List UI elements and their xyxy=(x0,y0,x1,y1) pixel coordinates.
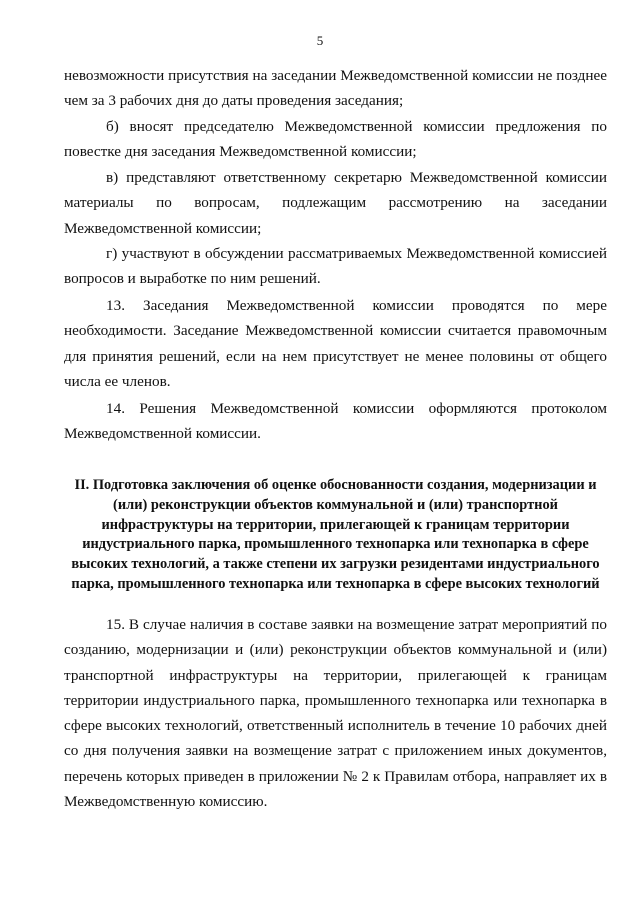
paragraph-14 xyxy=(64,396,607,447)
paragraph-v xyxy=(64,165,607,241)
page-number: 5 xyxy=(316,33,324,48)
paragraph-g xyxy=(64,241,607,292)
paragraph-continuation xyxy=(64,63,607,114)
paragraph-text: в) представляют ответственному секретарю Межведомственной комиссии материалы по вопросам, подлежащим рассмотрению на заседании Межведомственной комиссии; xyxy=(64,169,607,237)
section-heading: II. Подготовка заключения об оценке обоснованности создания, модернизации и (или) реконструкции объектов коммунальной и (или) транспортной инфраструктуры на территории, прилегающей к границам территории индустриального парка, промышленного технопарка или технопарка в сфере высоких технологий, а также степени их загрузки резидентами индустриального парка, промышленного технопарка или технопарка в сфере высоких технологий xyxy=(71,477,600,592)
paragraph-13 xyxy=(64,293,607,394)
paragraph-b xyxy=(64,114,607,165)
paragraph-text: невозможности присутствия на заседании Межведомственной комиссии не позднее чем за 3 рабочих дня до даты проведения заседания; xyxy=(64,67,607,110)
paragraph-text: 15. В случае наличия в составе заявки на возмещение затрат мероприятий по созданию, модернизации и (или) реконструкции объектов коммунальной и (или) транспортной инфраструктуры на территории, прилегающей к границам территории индустриального парка, промышленного технопарка или технопарка в сфере высоких технологий, ответственный исполнитель в течение 10 рабочих дней со дня получения заявки на возмещение затрат с приложением иных документов, перечень которых приведен в приложении № 2 к Правилам отбора, направляет их в Межведомственную комиссию. xyxy=(64,616,607,811)
paragraph-text: г) участвуют в обсуждении рассматриваемых Межведомственной комиссией вопросов и выработке по ним решений. xyxy=(64,245,607,288)
paragraph-text: 14. Решения Межведомственной комиссии оформляются протоколом Межведомственной комиссии. xyxy=(64,400,607,443)
paragraph-15 xyxy=(64,612,607,814)
paragraph-text: 13. Заседания Межведомственной комиссии проводятся по мере необходимости. Заседание Межведомственной комиссии считается правомочным для принятия решений, если на нем присутствует не менее половины от общего числа ее членов. xyxy=(64,297,607,390)
paragraph-text: б) вносят председателю Межведомственной комиссии предложения по повестке дня заседания Межведомственной комиссии; xyxy=(64,118,607,161)
